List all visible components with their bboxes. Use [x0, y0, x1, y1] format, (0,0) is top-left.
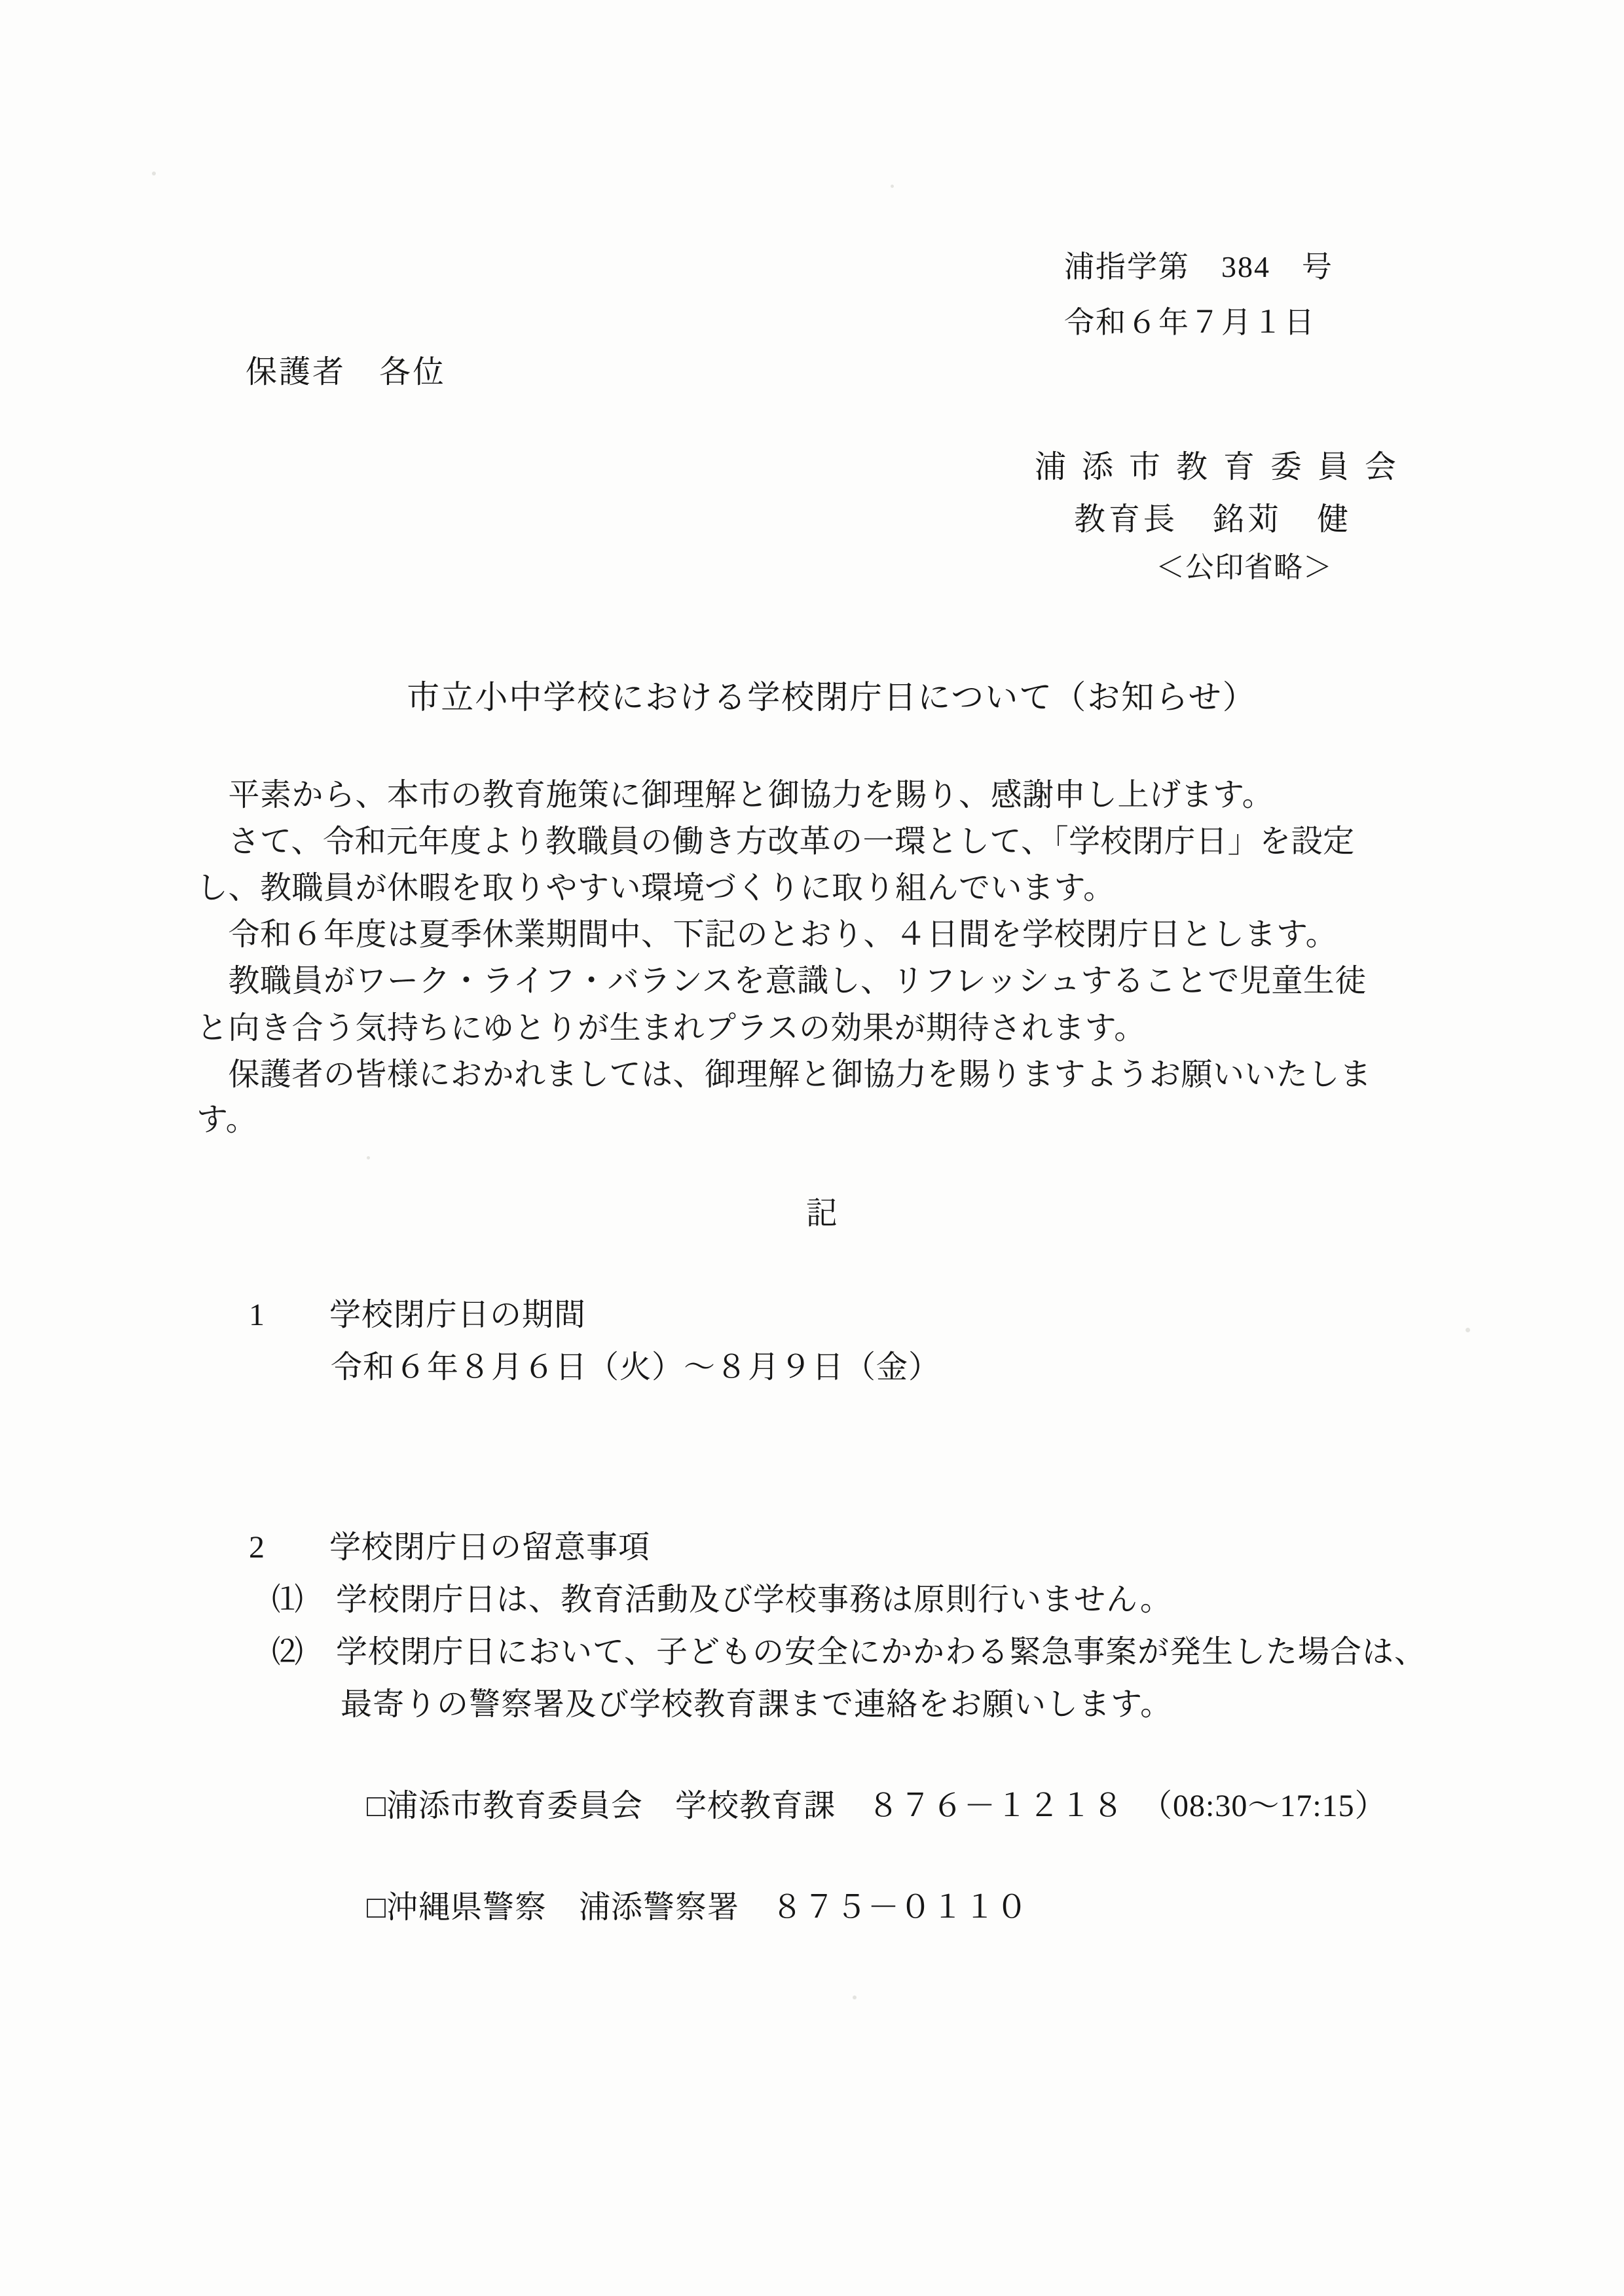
section-1-heading — [249, 1300, 586, 1331]
body-paragraph: と向き合う気持ちにゆとりが生まれプラスの効果が期待されます。 — [196, 1010, 1146, 1046]
section-1-number: 1 — [249, 1298, 265, 1332]
addressee: 保護者 各位 — [246, 355, 447, 390]
scan-speckle — [367, 1156, 370, 1159]
section-1-content: 令和６年８月６日（火）～８月９日（金） — [331, 1350, 941, 1385]
seal-omitted-note: ＜公印省略＞ — [1156, 551, 1333, 583]
body-paragraph: 教職員がワーク・ライフ・バランスを意識し、リフレッシュすることで児童生徒 — [196, 964, 1367, 999]
section-2-item: ⑵ 学校閉庁日において、子どもの安全にかかわる緊急事案が発生した場合は、 — [272, 1635, 1427, 1669]
scan-speckle — [853, 1995, 857, 1999]
body-paragraph: 平素から、本市の教育施策に御理解と御協力を賜り、感謝申し上げます。 — [196, 778, 1274, 812]
document-date: 令和６年７月１日 — [1064, 306, 1316, 339]
section-2-item: ⑴ 学校閉庁日は、教育活動及び学校事務は原則行いません。 — [272, 1582, 1172, 1617]
contact-education-board: □浦添市教育委員会 学校教育課 ８７６－１２１８ （08:30～17:15） — [367, 1789, 1387, 1823]
section-2-title: 学校閉庁日の留意事項 — [329, 1530, 651, 1565]
body-paragraph: 保護者の皆様におかれましては、御理解と御協力を賜りますようお願いいたします。 — [196, 1057, 1372, 1137]
section-2-heading — [249, 1532, 650, 1563]
issuer-organization: 浦 添 市 教 育 委 員 会 — [1035, 450, 1401, 484]
body-paragraph: 令和６年度は夏季休業期間中、下記のとおり、４日間を学校閉庁日とします。 — [196, 917, 1338, 953]
contact-police: □沖縄県警察 浦添警察署 ８７５－０１１０ — [367, 1890, 1028, 1925]
body-paragraph: し、教職員が休暇を取りやすい環境づくりに取り組んでいます。 — [196, 871, 1115, 906]
body-paragraph: さて、令和元年度より教職員の働き方改革の一環として、「学校閉庁日」を設定 — [196, 824, 1355, 860]
scan-speckle — [152, 172, 156, 175]
issuer-name: 教育長 銘苅 健 — [1074, 502, 1352, 537]
scan-speckle — [891, 185, 894, 188]
scan-speckle — [1466, 1328, 1470, 1332]
section-2-number: 2 — [249, 1530, 265, 1565]
section-2-item-continuation: 最寄りの警察署及び学校教育課まで連絡をお願いします。 — [341, 1687, 1173, 1722]
section-1-title: 学校閉庁日の期間 — [329, 1298, 587, 1332]
body-text — [196, 773, 1395, 1144]
document-number: 浦指学第 384 号 — [1064, 250, 1333, 283]
ki-marker: 記 — [805, 1196, 838, 1231]
page-title: 市立小中学校における学校閉庁日について（お知らせ） — [407, 679, 1257, 716]
